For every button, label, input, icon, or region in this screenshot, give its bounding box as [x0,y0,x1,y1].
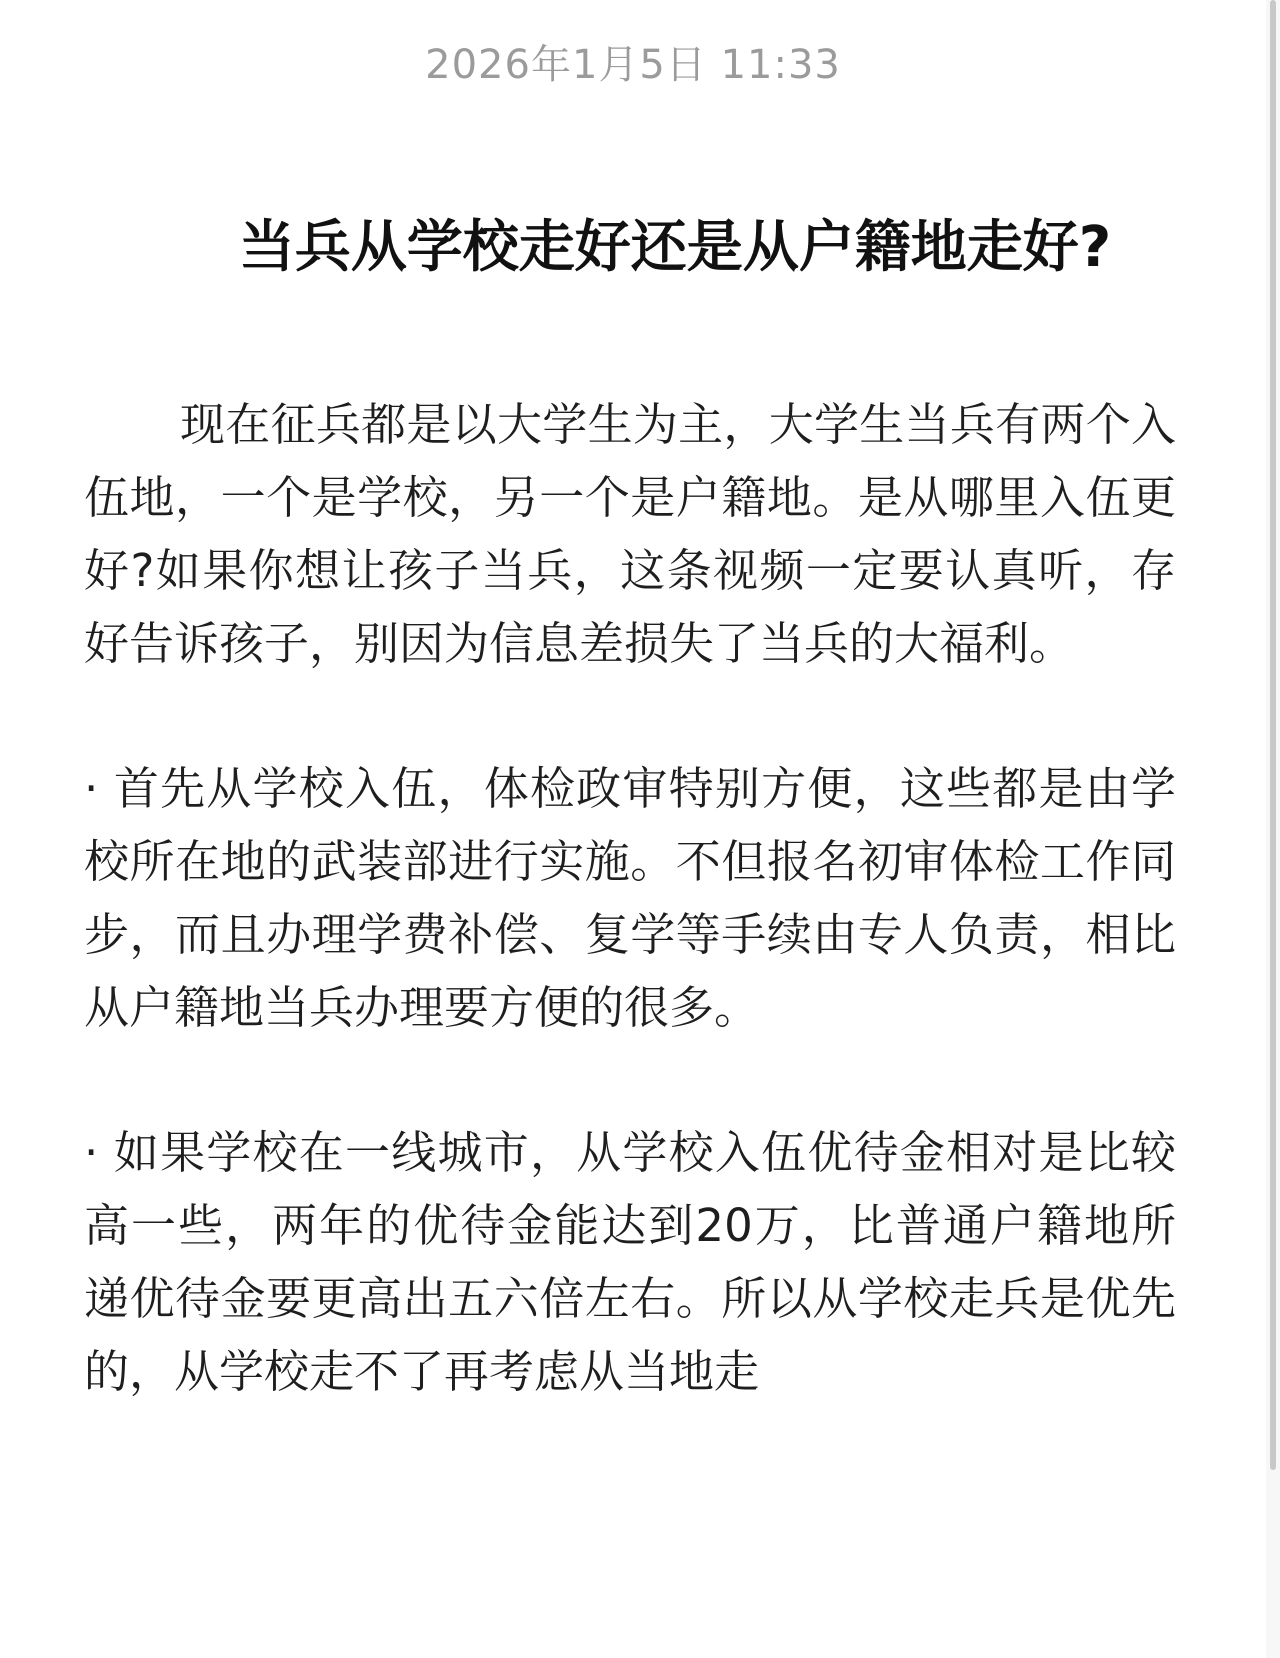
paragraph-point-school-convenience: · 首先从学校入伍，体检政审特别方便，这些都是由学校所在地的武装部进行实施。不但报名初审体检工作同步，而且办理学费补偿、复学等手续由专人负责，相比从户籍地当兵办理要方便的很多。 [84,762,1176,1034]
paragraph-intro: 现在征兵都是以大学生为主，大学生当兵有两个入伍地，一个是学校，另一个是户籍地。是从哪里入伍更好?如果你想让孩子当兵，这条视频一定要认真听，存好告诉孩子，别因为信息差损失了当兵的大福利。 [84,398,1176,670]
timestamp: 2026年1月5日 11:33 [425,42,841,88]
article-title: 当兵从学校走好还是从户籍地走好? [238,215,1112,280]
scrollbar-thumb[interactable] [1270,0,1276,1470]
vertical-scrollbar[interactable] [1266,0,1280,1658]
paragraph-point-allowance: · 如果学校在一线城市，从学校入伍优待金相对是比较高一些，两年的优待金能达到20万，比普通户籍地所递优待金要更高出五六倍左右。所以从学校走兵是优先的，从学校走不了再考虑从当地走 [84,1126,1176,1398]
article-body [84,388,1176,1480]
